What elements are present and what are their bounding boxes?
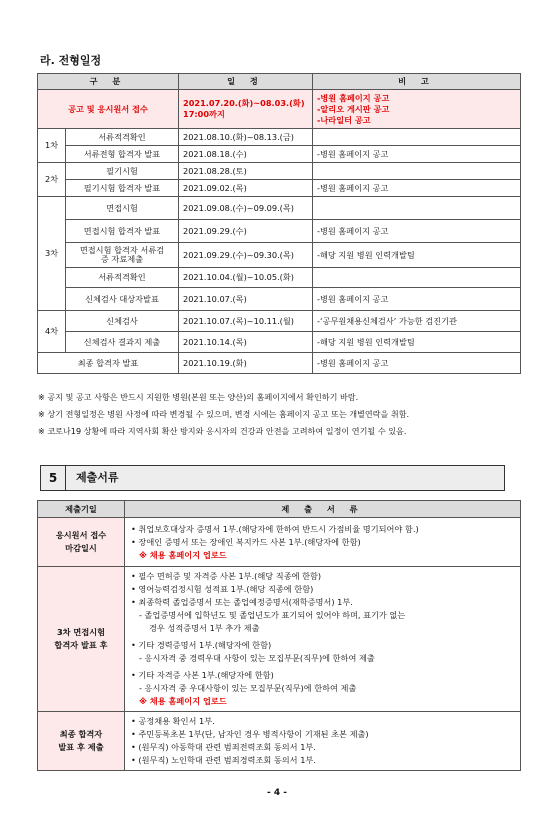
table-row (38, 220, 521, 243)
documents-row (38, 518, 521, 567)
row-item: 신체검사 대상자발표 (66, 288, 179, 311)
schedule-table (37, 73, 521, 374)
row-note (313, 268, 521, 288)
row-note: -병원 홈페이지 공고 (313, 146, 521, 163)
announce-date (179, 90, 313, 129)
header-deadline: 제출기일 (38, 501, 125, 518)
row-item: 서류전형 합격자 발표 (66, 146, 179, 163)
row-date: 2021.08.18.(수) (179, 146, 313, 163)
header-remarks: 비 고 (313, 74, 521, 90)
list-item: • 주민등록초본 1부(단, 남자인 경우 병적사항이 기재된 초본 제출) (131, 729, 369, 739)
header-category: 구 분 (38, 74, 179, 90)
list-item: • (원무직) 노인학대 관련 범죄경력조회 동의서 1부. (131, 755, 316, 765)
row-item: 면접시험 (66, 197, 179, 220)
row-date: 2021.10.04.(월)~10.05.(화) (179, 268, 313, 288)
header-documents: 제 출 서 류 (125, 501, 521, 518)
table-row (38, 146, 521, 163)
announce-note: -알리오 게시판 공고 (317, 103, 390, 114)
announce-date-line1: 2021.07.20.(화)~08.03.(화) (183, 98, 305, 108)
deadline-label: 응시원서 접수 마감일시 (38, 518, 125, 567)
announce-note: -병원 홈페이지 공고 (317, 92, 390, 103)
final-row (38, 353, 521, 374)
row-note (313, 163, 521, 180)
list-item: • 장애인 증명서 또는 장애인 복지카드 사본 1부.(해당자에 한함) (131, 536, 361, 547)
row-date: 2021.10.14.(목) (179, 332, 313, 353)
table-row (38, 180, 521, 197)
row-item: 서류적격확인 (66, 129, 179, 146)
list-subitem: - 응시자격 중 경력우대 사항이 있는 모집부문(직무)에 한하여 제출 (139, 653, 375, 663)
table-row (38, 288, 521, 311)
page-number: - 4 - (267, 788, 287, 798)
upload-note: ※ 채용 홈페이지 업로드 (139, 549, 227, 560)
row-note: -해당 지원 병원 인력개발팀 (313, 243, 521, 268)
list-subitem: - 졸업증명서에 입학년도 및 졸업년도가 표기되어 있어야 하며, 표기가 없는 (139, 610, 406, 620)
announce-label: 공고 및 응시원서 접수 (38, 90, 179, 129)
stage-label: 1차 (38, 129, 66, 163)
list-item: • 공정채용 확인서 1부. (131, 716, 215, 726)
list-item: • 필수 면허증 및 자격증 사본 1부.(해당 직종에 한함) (131, 571, 322, 581)
documents-list (125, 518, 521, 567)
note-line: ※ 코로나19 상황에 따라 지역사회 확산 방지와 응시자의 건강과 안전을 고려하여 일정이 연기될 수 있음. (38, 426, 407, 436)
final-note: -병원 홈페이지 공고 (313, 353, 521, 374)
row-date: 2021.10.07.(목) (179, 288, 313, 311)
table-row (38, 163, 521, 180)
row-note: -병원 홈페이지 공고 (313, 180, 521, 197)
row-date: 2021.08.28.(토) (179, 163, 313, 180)
stage-label: 4차 (38, 311, 66, 353)
stage-label: 2차 (38, 163, 66, 197)
row-note (313, 197, 521, 220)
list-item: • 최종학력 졸업증명서 또는 졸업예정증명서(재학증명서) 1부. (131, 597, 353, 607)
deadline-label: 최종 합격자 발표 후 제출 (38, 712, 125, 771)
table-row (38, 268, 521, 288)
table-row (38, 311, 521, 332)
row-date: 2021.08.10.(화)~08.13.(금) (179, 129, 313, 146)
row-item: 신체검사 (66, 311, 179, 332)
documents-list (125, 712, 521, 771)
row-date: 2021.09.08.(수)~09.09.(목) (179, 197, 313, 220)
table-row (38, 243, 521, 268)
documents-row (38, 712, 521, 771)
final-item: 최종 합격자 발표 (38, 353, 179, 374)
list-item: • 취업보호대상자 증명서 1부.(해당자에 한하여 반드시 가점비율 명기되어야 함.) (131, 523, 419, 534)
section-5-header (40, 465, 518, 491)
header-schedule: 일 정 (179, 74, 313, 90)
table-row (38, 129, 521, 146)
documents-table (37, 500, 521, 771)
list-item: • 영어능력검정시험 성적표 1부.(해당 직종에 한함) (131, 584, 314, 594)
section-title: 라. 전형일정 (40, 54, 102, 67)
announce-note: -나라일터 공고 (317, 114, 371, 125)
final-date: 2021.10.19.(화) (179, 353, 313, 374)
list-item: • 기타 자격증 사본 1부.(해당자에 한함) (131, 670, 274, 680)
stage-label: 3차 (38, 197, 66, 311)
row-note: -병원 홈페이지 공고 (313, 288, 521, 311)
list-subitem: 경우 성적증명서 1부 추가 제출 (149, 623, 260, 633)
row-date: 2021.09.29.(수)~09.30.(목) (179, 243, 313, 268)
section-heading: 제출서류 (66, 465, 505, 491)
row-date: 2021.10.07.(목)~10.11.(월) (179, 311, 313, 332)
row-item: 필기시험 합격자 발표 (66, 180, 179, 197)
section-number: 5 (40, 465, 66, 491)
notes-block (38, 389, 518, 440)
row-item: 신체검사 결과지 제출 (66, 332, 179, 353)
documents-list (125, 567, 521, 712)
list-item: • (원무직) 아동학대 관련 범죄전력조회 동의서 1부. (131, 742, 316, 752)
announce-row (38, 90, 521, 129)
upload-note: ※ 채용 홈페이지 업로드 (139, 696, 227, 706)
row-item: 면접시험 합격자 서류검증 자료제출 (66, 243, 179, 268)
row-note: -병원 홈페이지 공고 (313, 220, 521, 243)
list-item: • 기타 경력증명서 1부.(해당자에 한함) (131, 640, 272, 650)
list-subitem: - 응시자격 중 우대사항이 있는 모집부문(직무)에 한하여 제출 (139, 683, 357, 693)
table-row (38, 197, 521, 220)
schedule-header-row (38, 74, 521, 90)
announce-notes (313, 90, 521, 129)
row-date: 2021.09.29.(수) (179, 220, 313, 243)
row-date: 2021.09.02.(목) (179, 180, 313, 197)
deadline-label: 3차 면접시험 합격자 발표 후 (38, 567, 125, 712)
row-note: -‘공무원채용신체검사’ 가능한 검진기관 (313, 311, 521, 332)
announce-date-line2: 17:00까지 (183, 109, 225, 119)
documents-row (38, 567, 521, 712)
note-line: ※ 공지 및 공고 사항은 반드시 지원한 병원(본원 또는 양산)의 홈페이지에서 확인하기 바람. (38, 392, 359, 402)
row-note: -해당 지원 병원 인력개발팀 (313, 332, 521, 353)
documents-header-row (38, 501, 521, 518)
row-item: 필기시험 (66, 163, 179, 180)
note-line: ※ 상기 전형일정은 병원 사정에 따라 변경될 수 있으며, 변경 시에는 홈페이지 공고 또는 개별연락을 취함. (38, 409, 410, 419)
row-item: 면접시험 합격자 발표 (66, 220, 179, 243)
row-item: 서류적격확인 (66, 268, 179, 288)
row-note (313, 129, 521, 146)
table-row (38, 332, 521, 353)
